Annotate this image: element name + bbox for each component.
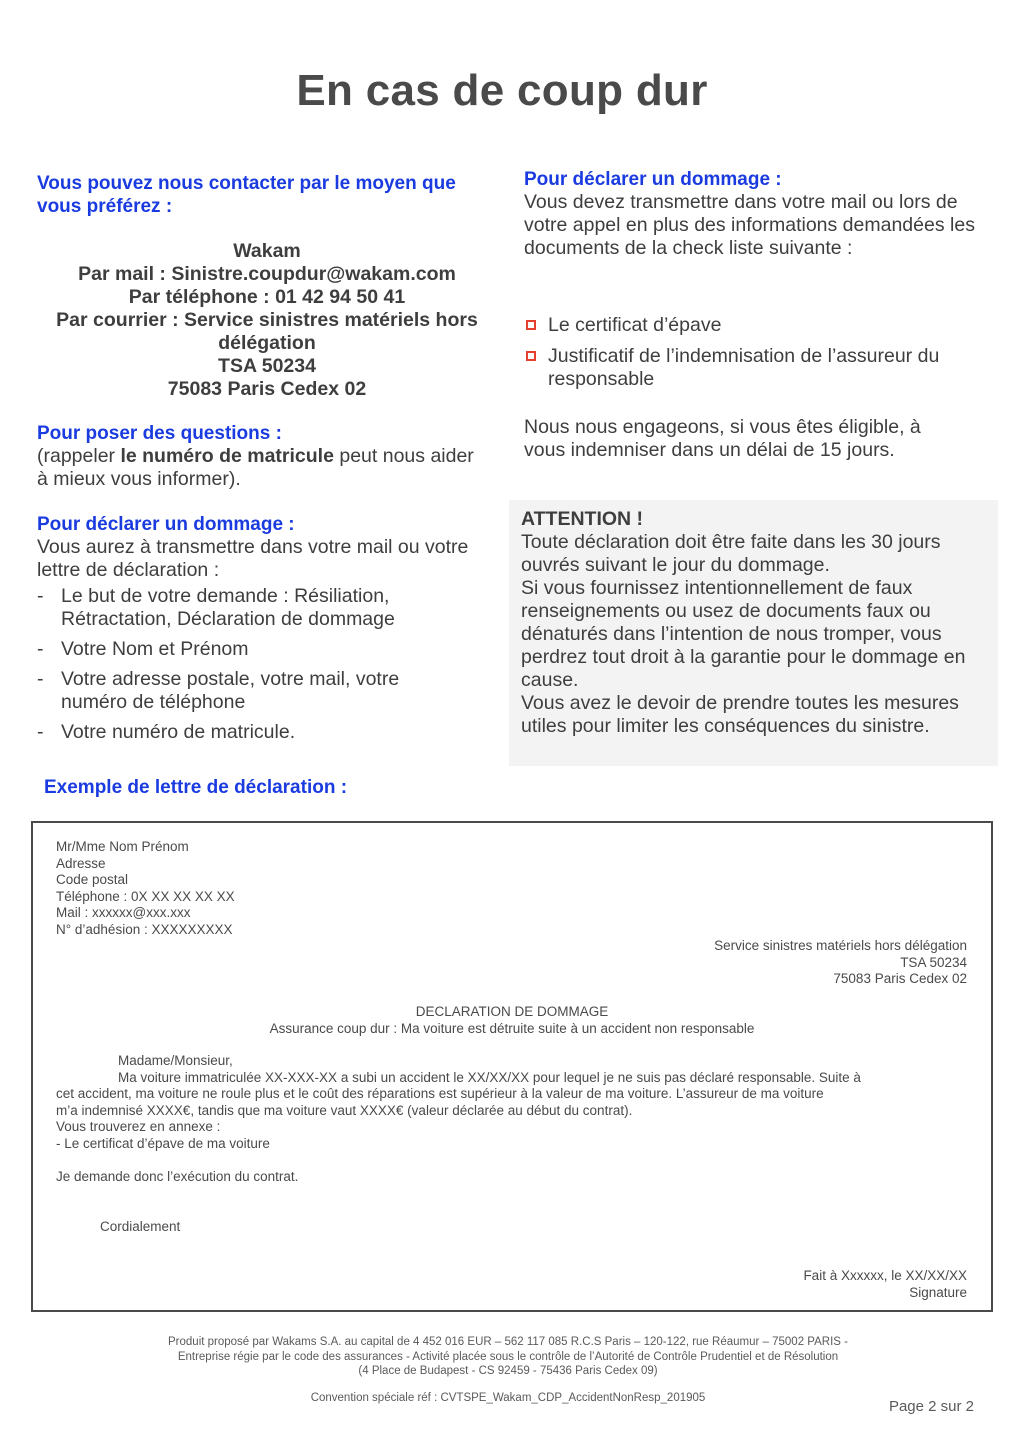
letter-subject — [33, 1004, 991, 1037]
letter-body — [56, 1053, 961, 1185]
contact-city: 75083 Paris Cedex 02 — [167, 378, 367, 400]
page-number: Page 2 sur 2 — [888, 1398, 974, 1415]
contact-company: Wakam — [233, 240, 301, 262]
questions-post: peut nous aider à mieux vous informer). — [37, 445, 474, 490]
checklist — [524, 314, 984, 399]
checklist-label: Le certificat d’épave — [548, 314, 722, 336]
letter-sender — [56, 839, 456, 938]
footer-convention: Convention spéciale réf : CVTSPE_Wakam_CDP_AccidentNonResp_201905 — [310, 1392, 706, 1404]
contact-email: Par mail : Sinistre.coupdur@wakam.com — [78, 263, 456, 285]
list-item: - Votre numéro de matricule. — [37, 721, 457, 744]
sender-phone: Téléphone : 0X XX XX XX XX — [56, 888, 235, 904]
letter-place-date: Fait à Xxxxxx, le XX/XX/XX — [803, 1268, 967, 1283]
attention-paragraph: Vous avez le devoir de prendre toutes les mesures utiles pour limiter les conséquences du sinistre. — [521, 692, 959, 737]
declare-intro-left: Vous aurez à transmettre dans votre mail ou votre lettre de déclaration : — [37, 536, 469, 581]
checkbox-icon — [526, 351, 536, 361]
footer-line: Produit proposé par Wakams S.A. au capital de 4 452 016 EUR – 562 117 085 R.C.S Paris – 120-122, rue Réaumur – 75002 PARIS - — [168, 1336, 848, 1348]
letter-signature: Signature — [909, 1284, 967, 1300]
letter-body-line: Vous trouverez en annexe : — [56, 1119, 221, 1134]
attention-paragraph: Si vous fournissez intentionnellement de faux renseignements ou usez de documents faux ou dénaturés dans l’intention de nous tromper, vous perdrez tout droit à la garantie pour le dommage en cause. — [521, 577, 966, 691]
questions-heading: Pour poser des questions : — [37, 423, 282, 444]
sender-postal-code: Code postal — [56, 872, 129, 887]
list-item: - Votre Nom et Prénom — [37, 638, 457, 661]
letter-body-line: - Le certificat d’épave de ma voiture — [56, 1135, 270, 1151]
recipient-tsa: TSA 50234 — [900, 954, 967, 970]
list-item: - Votre adresse postale, votre mail, votre numéro de téléphone — [37, 668, 457, 714]
checklist-label: Justificatif de l’indemnisation de l’assureur du responsable — [548, 345, 940, 390]
letter-body-line: cet accident, ma voiture ne roule plus et le coût des réparations est supérieur à la valeur de ma voiture. L’assureur de ma voiture — [56, 1086, 824, 1101]
contact-block — [37, 240, 497, 401]
sender-address: Adresse — [56, 855, 106, 871]
checklist-item — [524, 314, 984, 337]
sender-membership: N° d’adhésion : XXXXXXXXX — [56, 921, 233, 937]
checkbox-icon — [526, 320, 536, 330]
letter-body-line: Ma voiture immatriculée XX-XXX-XX a subi un accident le XX/XX/XX pour lequel je ne suis pas déclaré responsable. Suite à — [118, 1069, 861, 1085]
contact-tsa: TSA 50234 — [218, 355, 316, 377]
commitment-text: Nous nous engageons, si vous êtes éligible, à vous indemniser dans un délai de 15 jours. — [524, 416, 921, 461]
letter-signature-block — [567, 1268, 967, 1301]
recipient-city: 75083 Paris Cedex 02 — [833, 971, 967, 986]
example-heading: Exemple de lettre de déclaration : — [44, 777, 348, 798]
letter-request: Je demande donc l’exécution du contrat. — [56, 1168, 299, 1184]
declare-heading-left: Pour déclarer un dommage : — [37, 514, 295, 535]
letter-body-line: m’a indemnisé XXXX€, tandis que ma voiture vaut XXXX€ (valeur déclarée au début du contrat). — [56, 1102, 633, 1118]
attention-title: ATTENTION ! — [521, 508, 644, 530]
footer-line: (4 Place de Budapest - CS 92459 - 75436 Paris Cedex 09) — [358, 1365, 658, 1377]
list-item: - Le but de votre demande : Résiliation, Rétractation, Déclaration de dommage — [37, 585, 457, 631]
letter-salutation: Madame/Monsieur, — [118, 1053, 233, 1068]
sender-mail: Mail : xxxxxx@xxx.xxx — [56, 905, 191, 920]
contact-phone: Par téléphone : 01 42 94 50 41 — [128, 286, 406, 308]
subject-title: DECLARATION DE DOMMAGE — [415, 1004, 609, 1019]
footer-legal — [0, 1335, 1016, 1379]
recipient-service: Service sinistres matériels hors délégation — [714, 938, 967, 953]
declare-heading-right: Pour déclarer un dommage : — [524, 169, 782, 190]
questions-bold: le numéro de matricule — [120, 445, 334, 467]
attention-box — [509, 500, 998, 766]
letter-closing: Cordialement — [100, 1219, 181, 1234]
letter-recipient — [567, 938, 967, 988]
contact-mail-address: Par courrier : Service sinistres matériels hors délégation — [56, 309, 478, 354]
checklist-item — [524, 345, 984, 391]
declare-list — [37, 585, 457, 751]
subject-detail: Assurance coup dur : Ma voiture est détruite suite à un accident non responsable — [269, 1020, 755, 1036]
footer-line: Entreprise régie par le code des assurances - Activité placée sous le contrôle de l’Autorité de Contrôle Prudentiel et de Résolution — [177, 1350, 839, 1363]
declare-intro-right: Vous devez transmettre dans votre mail ou lors de votre appel en plus des informations demandées les documents de la check liste suivante : — [524, 191, 975, 259]
sender-name: Mr/Mme Nom Prénom — [56, 839, 189, 854]
questions-pre: (rappeler — [37, 445, 121, 467]
attention-paragraph: Toute déclaration doit être faite dans les 30 jours ouvrés suivant le jour du dommage. — [521, 531, 941, 576]
letter-example — [31, 821, 993, 1312]
contact-heading: Vous pouvez nous contacter par le moyen que vous préférez : — [37, 173, 456, 217]
questions-text — [37, 445, 477, 491]
page-title: En cas de coup dur — [296, 66, 708, 115]
